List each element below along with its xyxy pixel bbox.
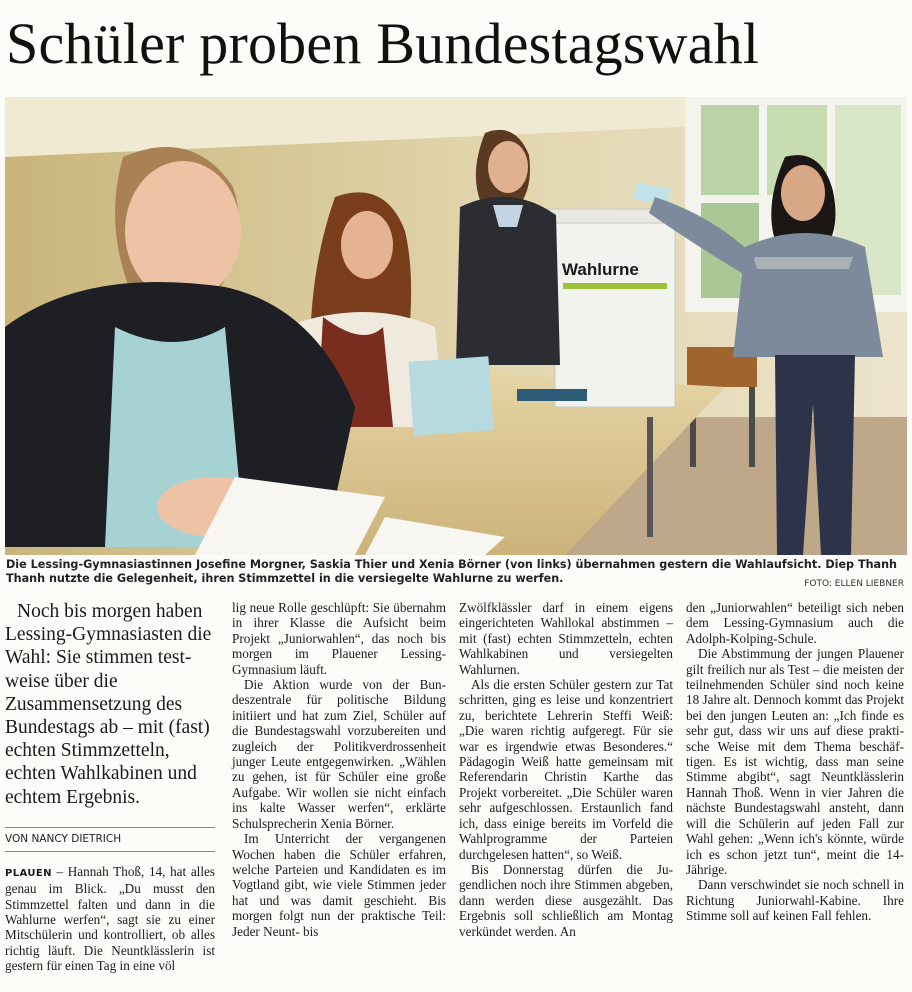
dateline: PLAUEN [5, 867, 52, 879]
classroom-photo [5, 97, 907, 555]
body-paragraph: Bis Donnerstag dürfen die Jugendlichen noch ihre Stimmen abgeben, dann werden diese ausgezählt. Das Ergebnis soll schließlich am Montag verkündet werden. An [459, 861, 673, 939]
article-column-2 [232, 600, 446, 939]
photo-caption: Die Lessing-Gymnasiastinnen Josefine Morgner, Saskia Thier und Xenia Börner (von links) übernahmen gestern die Wahlaufsicht. Diep Thanh Thanh nutzte die Gelegenheit, ihren Stimmzettel in die versiegelte Wahlurne zu werfen. [6, 558, 898, 585]
byline: VON NANCY DIETRICH [5, 832, 122, 845]
body-paragraph: Dann verschwindet sie noch schnell in Richtung Juniorwahl-Kabine. Ihre Stimme soll auf keinen Fall fehlen. [686, 877, 904, 924]
body-paragraph: Die Aktion wurde von der Bundeszentrale für politische Bildung initiiert und hat zum Ziel, Schüler auf die Bundestagswahl vorzubereiten und zugleich der Politikverdrossenheit junger Leute entgegenwirken. „Wählen zu gehen, ist für Schüler eine große Aufgabe. Wir wollen sie nicht einfach ins kalte Wasser werfen“, erklärte Schulsprecherin Xenia Börner. [232, 677, 446, 831]
body-paragraph [5, 864, 215, 974]
article-column-4 [686, 600, 904, 924]
photo-credit: FOTO: ELLEN LIEBNER [804, 579, 904, 589]
body-paragraph: Die Abstimmung der jungen Plauener gilt freilich nur als Test – die meisten der teilnehmenden Schüler sind noch keine 18 Jahre alt. Dennoch kommt das Projekt bei den jungen Leuten an: „Ich finde es sehr gut, dass wir uns auf diese praktische Weise mit dem Thema beschäftigen. Es ist wichtig, dass man seine Stimme abgibt“, sagt Neuntklässlerin Hannah Thoß. Wenn in vier Jahren die nächste Bundestagswahl ansteht, dann will die Schülerin auf jeden Fall zur Wahl gehen: „Wenn ich's könnte, würde ich es schon jetzt tun“, meint die 14-Jährige. [686, 646, 904, 877]
headline: Schüler proben Bundestagswahl [6, 11, 760, 76]
body-paragraph: Im Unterricht der vergangenen Wochen haben die Schüler erfahren, welche Parteien und Kandidaten es im Vogtland gibt, wie viele Stimmen jeder hat und was damit geschieht. Bis morgen folgt nun der praktische Teil: Jeder Neunt- bis [232, 831, 446, 939]
article-column-3 [459, 600, 673, 939]
article-photo [5, 97, 907, 555]
body-text: – Hannah Thoß, 14, hat alles genau im Blick. „Du musst den Stimmzettel falten und dann in die Wahlurne werfen“, sagt sie zu einer Mitschülerin und kontrolliert, ob alles richtig läuft. Die Neuntklässlerin ist gestern für einen Tag in eine völ [5, 863, 215, 974]
body-paragraph: den „Juniorwahlen“ beteiligt sich neben dem Lessing-Gymnasium auch die Adolph-Kolping-Schule. [686, 600, 904, 646]
body-paragraph: Zwölfklässler darf in einem eigens eingerichteten Wahllokal abstimmen – mit (fast) echten Stimmzetteln, echten Wahlkabinen und versiegelten Wahlurnen. [459, 600, 673, 677]
article-column-1 [5, 600, 215, 974]
body-paragraph: Als die ersten Schüler gestern zur Tat schritten, ging es leise und konzentriert zu, berichtete Lehrerin Steffi Weiß: „Die waren richtig aufgeregt. Für sie war es irgendwie etwas Besonderes.“ Pädagogin Weiß hatte gemeinsam mit Referendarin Christin Karthe das Projekt vorbereitet. „Die Schüler waren sehr aufgeschlossen. Erstaunlich fand ich, dass einige bereits im Vorfeld die Wahlprogramme der Parteien durchgelesen hatten“, so Weiß. [459, 677, 673, 862]
divider [5, 827, 215, 828]
urn-label: Wahlurne [562, 260, 639, 279]
body-paragraph: lig neue Rolle geschlüpft: Sie übernahm in ihrer Klasse die Aufsicht beim Projekt „Juniorwahlen“, das noch bis morgen im Plauener Lessing-Gymnasium läuft. [232, 600, 446, 677]
lead-paragraph: Noch bis morgen haben Lessing-Gymnasiasten die Wahl: Sie stimmen testweise über die Zusammensetzung des Bundestags ab – mit (fast) echten Stimmzetteln, echten Wahlkabinen und echtem Ergebnis. [5, 601, 212, 808]
